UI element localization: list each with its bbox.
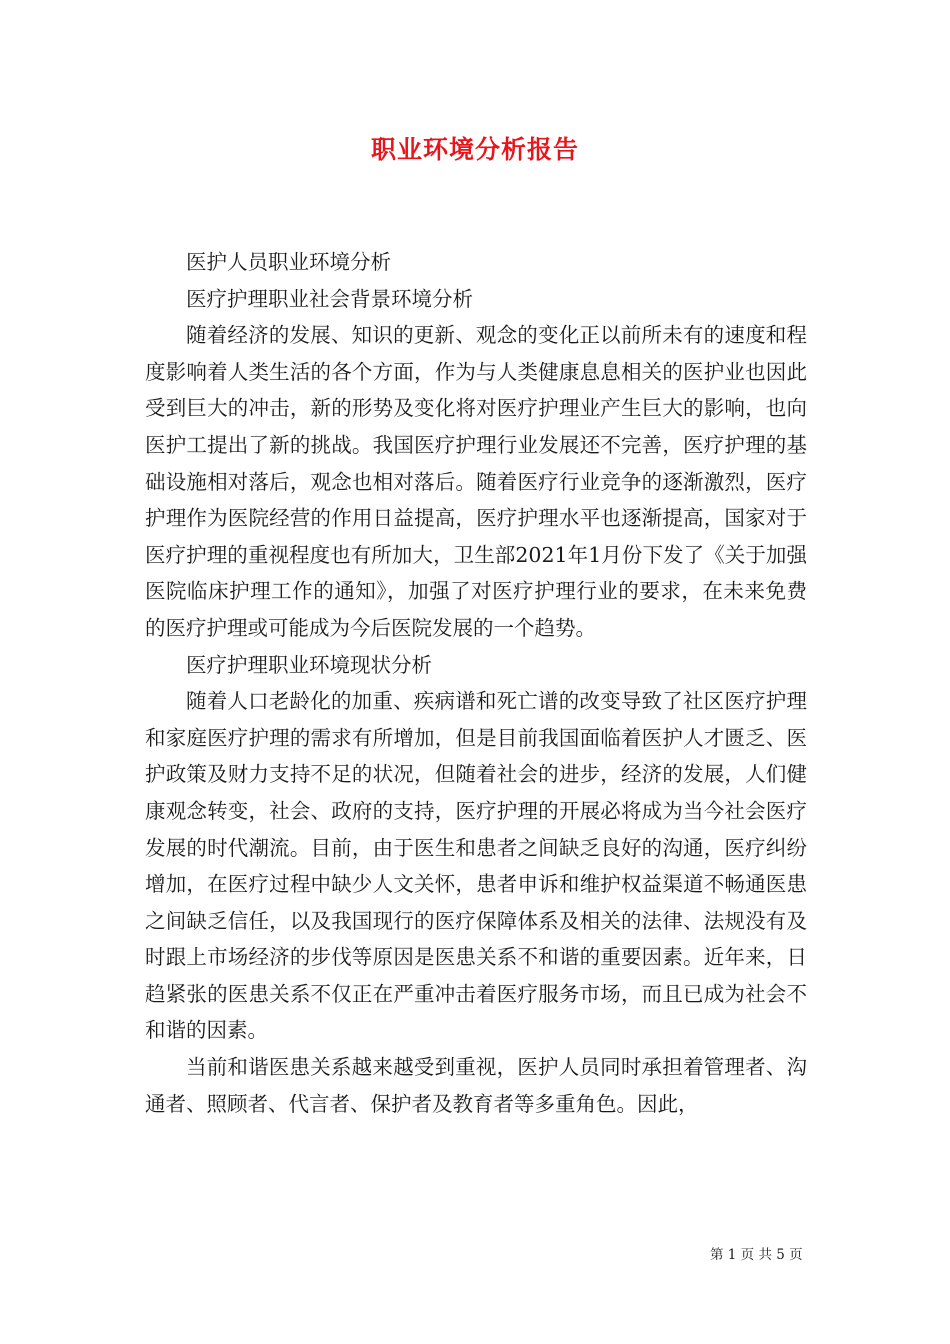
document-title: 职业环境分析报告 xyxy=(370,135,579,164)
paragraph-harmony: 当前和谐医患关系越来越受到重视，医护人员同时承担着管理者、沟通者、照顾者、代言者、保护者及教育者等多重角色。因此， xyxy=(145,1055,807,1116)
section-heading-social-background: 医疗护理职业社会背景环境分析 xyxy=(186,286,473,311)
page-number: 第 1 页 共 5 页 xyxy=(710,1247,803,1263)
section-heading-current-status: 医疗护理职业环境现状分析 xyxy=(186,652,432,677)
document-body xyxy=(145,244,807,1122)
section-heading-staff-environment: 医护人员职业环境分析 xyxy=(186,250,391,274)
paragraph-current-status: 随着人口老龄化的加重、疾病谱和死亡谱的改变导致了社区医疗护理和家庭医疗护理的需求有所增加，但是目前我国面临着医护人才匮乏、医护政策及财力支持不足的状况，但随着社会的进步，经济的发展，人们健康观念转变，社会、政府的支持，医疗护理的开展必将成为当今社会医疗发展的时代潮流。目前，由于医生和患者之间缺乏良好的沟通，医疗纠纷增加，在医疗过程中缺少人文关怀，患者申诉和维护权益渠道不畅通医患之间缺乏信任，以及我国现行的医疗保障体系及相关的法律、法规没有及时跟上市场经济的步伐等原因是医患关系不和谐的重要因素。近年来，日趋紧张的医患关系不仅正在严重冲击着医疗服务市场，而且已成为社会不和谐的因素。 xyxy=(145,689,807,1043)
paragraph-background: 随着经济的发展、知识的更新、观念的变化正以前所未有的速度和程度影响着人类生活的各个方面，作为与人类健康息息相关的医护业也因此受到巨大的冲击，新的形势及变化将对医疗护理业产生巨大的影响，也向医护工提出了新的挑战。我国医疗护理行业发展还不完善，医疗护理的基础设施相对落后，观念也相对落后。随着医疗行业竞争的逐渐激烈，医疗护理作为医院经营的作用日益提高，医疗护理水平也逐渐提高，国家对于医疗护理的重视程度也有所加大，卫生部2021年1月份下发了《关于加强医院临床护理工作的通知》，加强了对医疗护理行业的要求，在未来免费的医疗护理或可能成为今后医院发展的一个趋势。 xyxy=(145,323,807,640)
